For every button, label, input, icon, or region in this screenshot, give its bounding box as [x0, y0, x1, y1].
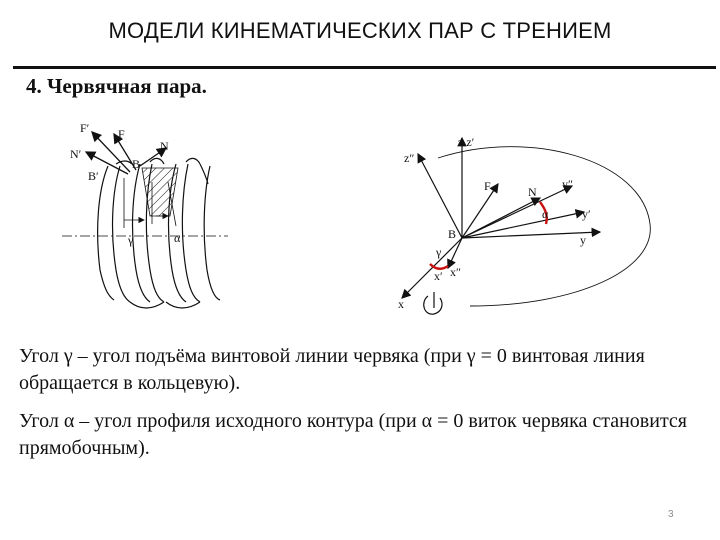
coordinate-systems-drawing — [398, 135, 650, 314]
label-f: F — [118, 127, 125, 141]
rotation-arrows — [424, 292, 442, 314]
label-x-double: x″ — [450, 265, 461, 279]
label-axes-b: B — [448, 227, 457, 241]
page-number: 3 — [668, 509, 674, 520]
label-axes-n: N — [528, 185, 537, 199]
label-gamma: γ — [128, 233, 134, 247]
label-f-prime: F′ — [80, 121, 90, 135]
alpha-description: Угол α – угол профиля исходного контура (при α = 0 виток червяка становится прямобочным). — [19, 410, 688, 459]
label-y: y — [580, 233, 586, 247]
label-z-double: z″ — [404, 151, 415, 165]
title-divider — [13, 66, 716, 69]
gamma-description: Угол γ – угол подъёма винтовой линии червяка (при γ = 0 винтовая линия обращается в кольцевую). — [19, 345, 645, 394]
coordinate-axes — [402, 138, 600, 298]
label-y-double: y″ — [562, 177, 573, 191]
label-b: B — [132, 157, 141, 171]
slide-title: МОДЕЛИ КИНЕМАТИЧЕСКИХ ПАР С ТРЕНИЕМ — [108, 18, 612, 43]
label-axes-f: F — [484, 179, 491, 193]
label-alpha: α — [174, 231, 181, 245]
label-x: x — [398, 297, 404, 311]
label-n: N — [160, 139, 169, 153]
label-axes-gamma: γ — [436, 245, 442, 259]
label-y-prime: y′ — [582, 207, 591, 221]
section-heading: 4. Червячная пара. — [26, 74, 207, 98]
worm-pair-figure — [0, 120, 720, 320]
worm-thread-drawing — [62, 121, 228, 308]
label-n-prime: N′ — [70, 147, 82, 161]
label-b-prime: B′ — [88, 169, 99, 183]
label-axes-alpha: α — [542, 207, 549, 221]
label-z-pair: z z′ — [458, 135, 475, 149]
label-x-prime: x′ — [434, 269, 443, 283]
